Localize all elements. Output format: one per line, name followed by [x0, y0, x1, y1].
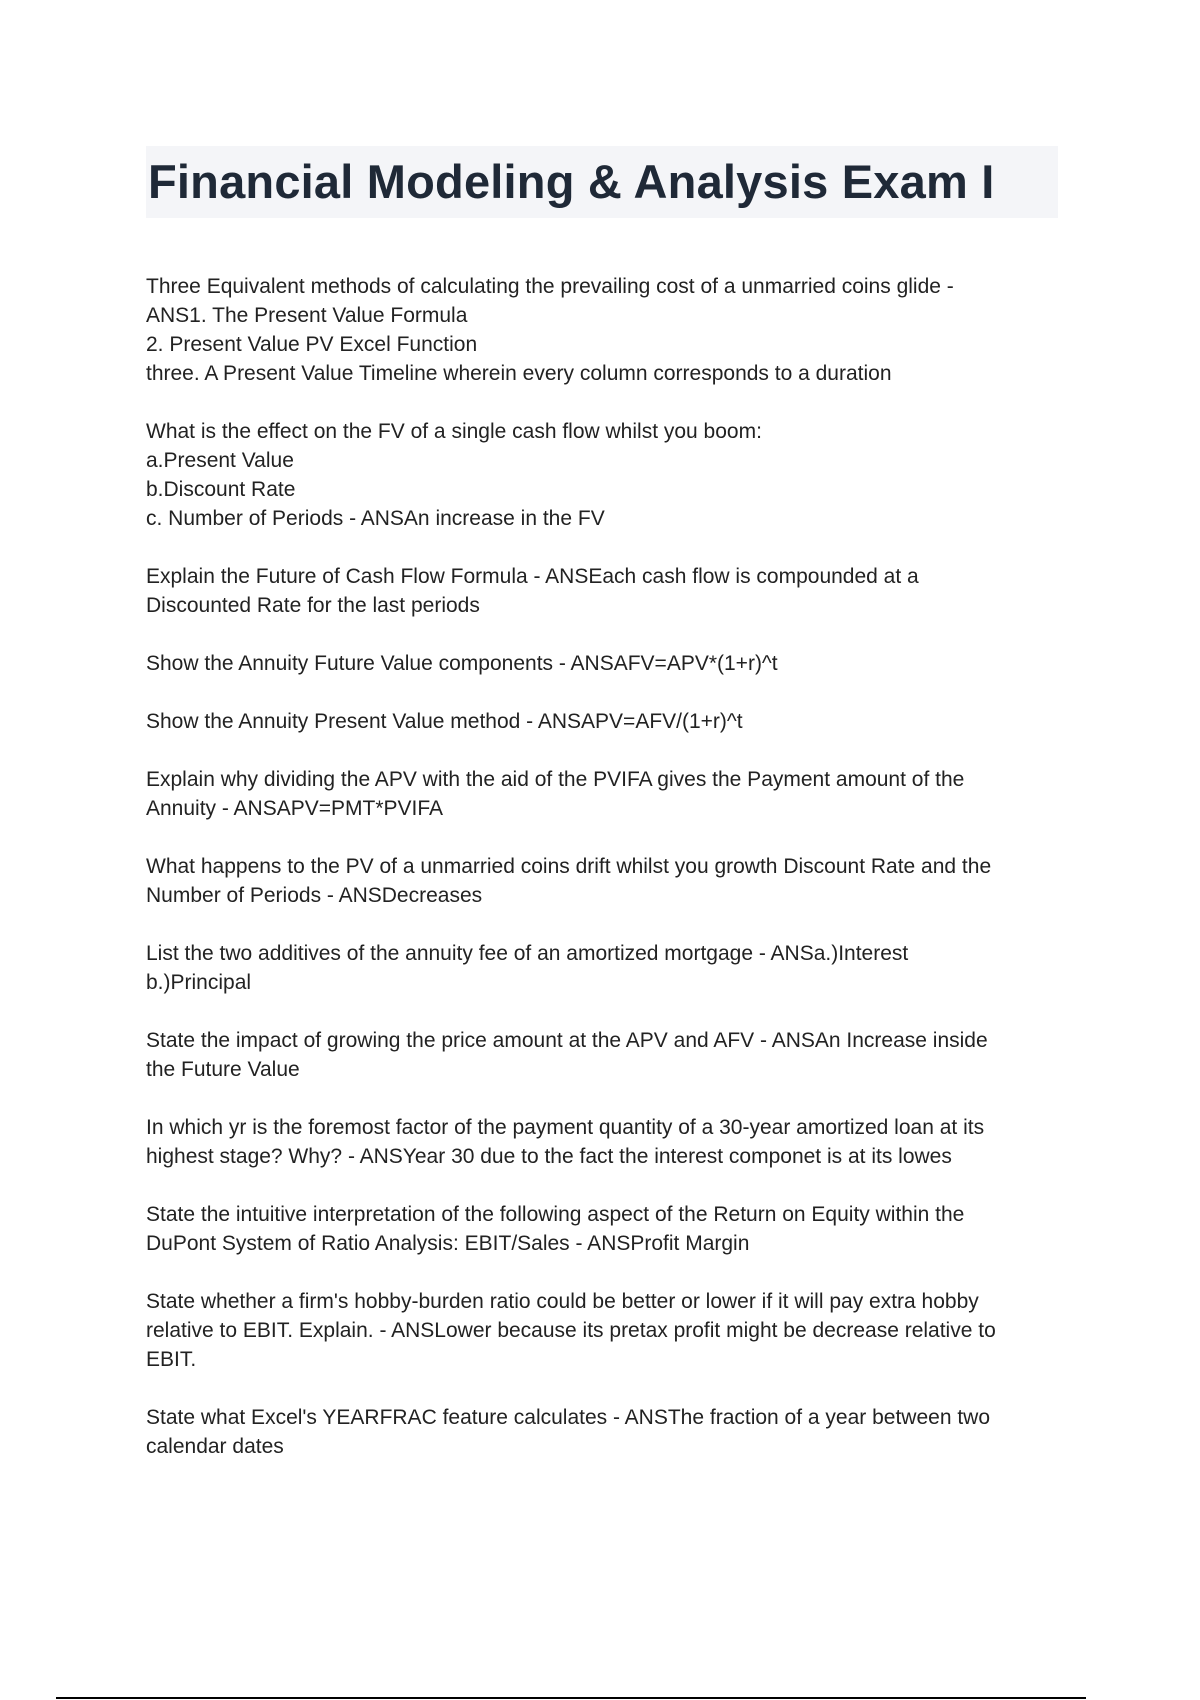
qa-entry [146, 562, 1066, 620]
qa-line: ANS1. The Present Value Formula [146, 304, 468, 327]
qa-line: c. Number of Periods - ANSAn increase in the FV [146, 507, 605, 530]
qa-entry [146, 852, 1066, 910]
qa-entry [146, 707, 1066, 736]
qa-line: Number of Periods - ANSDecreases [146, 884, 483, 907]
qa-line: What is the effect on the FV of a single cash flow whilst you boom: [146, 420, 762, 443]
qa-line: Three Equivalent methods of calculating the prevailing cost of a unmarried coins glide - [146, 275, 954, 298]
qa-entry [146, 417, 1066, 533]
qa-line: State whether a firm's hobby-burden ratio could be better or lower if it will pay extra hobby [146, 1290, 979, 1313]
qa-line: Discounted Rate for the last periods [146, 594, 480, 617]
qa-line: Show the Annuity Future Value components - ANSAFV=APV*(1+r)^t [146, 652, 778, 675]
qa-entry [146, 272, 1066, 388]
qa-line: Explain the Future of Cash Flow Formula - ANSEach cash flow is compounded at a [146, 565, 919, 588]
qa-line: Show the Annuity Present Value method - ANSAPV=AFV/(1+r)^t [146, 710, 743, 733]
qa-line: State the intuitive interpretation of the following aspect of the Return on Equity within the [146, 1203, 965, 1226]
qa-line: DuPont System of Ratio Analysis: EBIT/Sales - ANSProfit Margin [146, 1232, 750, 1255]
qa-entry [146, 1287, 1066, 1374]
qa-entry [146, 765, 1066, 823]
qa-line: In which yr is the foremost factor of the payment quantity of a 30-year amortized loan at its [146, 1116, 985, 1139]
qa-entry [146, 649, 1066, 678]
qa-entry [146, 1200, 1066, 1258]
qa-line: List the two additives of the annuity fee of an amortized mortgage - ANSa.)Interest [146, 942, 909, 965]
qa-line: a.Present Value [146, 449, 294, 472]
footer-divider [56, 1697, 1086, 1699]
page-title: Financial Modeling & Analysis Exam I [148, 155, 995, 208]
qa-line: State the impact of growing the price amount at the APV and AFV - ANSAn Increase inside [146, 1029, 988, 1052]
qa-line: What happens to the PV of a unmarried coins drift whilst you growth Discount Rate and the [146, 855, 992, 878]
qa-line: three. A Present Value Timeline wherein every column corresponds to a duration [146, 362, 892, 385]
qa-line: State what Excel's YEARFRAC feature calculates - ANSThe fraction of a year between two [146, 1406, 991, 1429]
qa-line: Explain why dividing the APV with the aid of the PVIFA gives the Payment amount of the [146, 768, 965, 791]
qa-line: b.Discount Rate [146, 478, 296, 501]
qa-line: EBIT. [146, 1348, 197, 1371]
title-banner [146, 146, 1058, 218]
qa-line: relative to EBIT. Explain. - ANSLower because its pretax profit might be decrease relative to [146, 1319, 996, 1342]
qa-line: b.)Principal [146, 971, 252, 994]
qa-entry [146, 1403, 1066, 1461]
qa-line: calendar dates [146, 1435, 284, 1458]
qa-entry [146, 1026, 1066, 1084]
qa-line: highest stage? Why? - ANSYear 30 due to the fact the interest componet is at its lowes [146, 1145, 952, 1168]
qa-line: 2. Present Value PV Excel Function [146, 333, 478, 356]
qa-list [146, 272, 1066, 1490]
qa-line: Annuity - ANSAPV=PMT*PVIFA [146, 797, 444, 820]
qa-entry [146, 939, 1066, 997]
qa-entry [146, 1113, 1066, 1171]
qa-line: the Future Value [146, 1058, 300, 1081]
